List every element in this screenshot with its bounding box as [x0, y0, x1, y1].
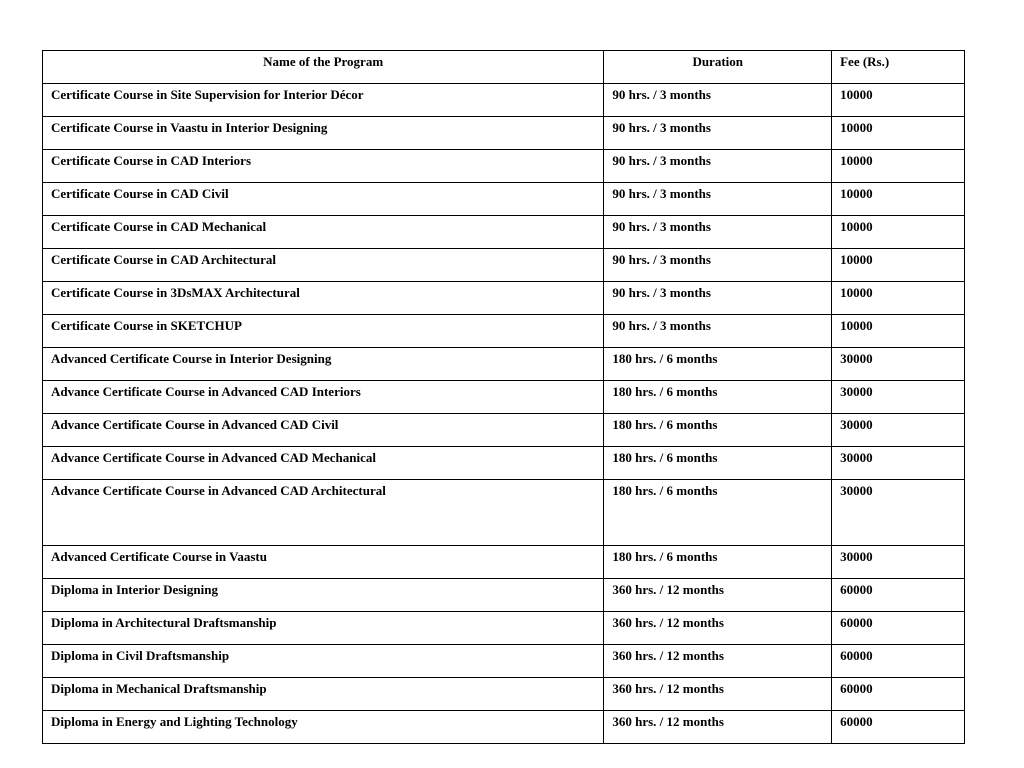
duration-cell: 90 hrs. / 3 months: [604, 84, 832, 117]
program-name-cell: Advance Certificate Course in Advanced CAD Mechanical: [43, 447, 604, 480]
program-name-cell: Certificate Course in CAD Civil: [43, 183, 604, 216]
fee-cell: 30000: [832, 480, 965, 546]
fee-cell: 10000: [832, 150, 965, 183]
program-name-cell: Advanced Certificate Course in Vaastu: [43, 546, 604, 579]
table-row: [43, 150, 965, 183]
duration-cell: 180 hrs. / 6 months: [604, 447, 832, 480]
duration-cell: 180 hrs. / 6 months: [604, 414, 832, 447]
program-name-cell: Certificate Course in Site Supervision for Interior Décor: [43, 84, 604, 117]
fee-cell: 60000: [832, 612, 965, 645]
fee-cell: 60000: [832, 678, 965, 711]
program-fee-table: [42, 50, 965, 744]
fee-cell: 60000: [832, 711, 965, 744]
table-row: [43, 183, 965, 216]
table-row: [43, 84, 965, 117]
fee-cell: 10000: [832, 282, 965, 315]
table-row: [43, 612, 965, 645]
table-row: [43, 381, 965, 414]
fee-cell: 30000: [832, 381, 965, 414]
table-row: [43, 678, 965, 711]
program-name-cell: Diploma in Civil Draftsmanship: [43, 645, 604, 678]
fee-cell: 10000: [832, 183, 965, 216]
program-name-cell: Diploma in Mechanical Draftsmanship: [43, 678, 604, 711]
table-header-row: [43, 51, 965, 84]
duration-cell: 360 hrs. / 12 months: [604, 711, 832, 744]
fee-cell: 10000: [832, 216, 965, 249]
fee-cell: 60000: [832, 645, 965, 678]
duration-cell: 180 hrs. / 6 months: [604, 546, 832, 579]
table-row: [43, 447, 965, 480]
duration-cell: 360 hrs. / 12 months: [604, 645, 832, 678]
fee-cell: 30000: [832, 348, 965, 381]
header-program-name: Name of the Program: [43, 51, 604, 84]
duration-cell: 90 hrs. / 3 months: [604, 117, 832, 150]
duration-cell: 180 hrs. / 6 months: [604, 480, 832, 546]
program-name-cell: Certificate Course in CAD Interiors: [43, 150, 604, 183]
table-row: [43, 216, 965, 249]
program-name-cell: Advance Certificate Course in Advanced CAD Civil: [43, 414, 604, 447]
fee-cell: 30000: [832, 546, 965, 579]
duration-cell: 360 hrs. / 12 months: [604, 612, 832, 645]
program-name-cell: Certificate Course in 3DsMAX Architectural: [43, 282, 604, 315]
program-name-cell: Certificate Course in CAD Mechanical: [43, 216, 604, 249]
fee-cell: 30000: [832, 447, 965, 480]
table-row: [43, 282, 965, 315]
program-name-cell: Advance Certificate Course in Advanced CAD Architectural: [43, 480, 604, 546]
duration-cell: 90 hrs. / 3 months: [604, 216, 832, 249]
duration-cell: 180 hrs. / 6 months: [604, 381, 832, 414]
fee-cell: 10000: [832, 84, 965, 117]
program-name-cell: Certificate Course in Vaastu in Interior Designing: [43, 117, 604, 150]
program-name-cell: Certificate Course in CAD Architectural: [43, 249, 604, 282]
program-name-cell: Certificate Course in SKETCHUP: [43, 315, 604, 348]
header-fee: Fee (Rs.): [832, 51, 965, 84]
duration-cell: 360 hrs. / 12 months: [604, 579, 832, 612]
header-duration: Duration: [604, 51, 832, 84]
fee-cell: 30000: [832, 414, 965, 447]
table-row: [43, 480, 965, 546]
fee-cell: 10000: [832, 315, 965, 348]
duration-cell: 90 hrs. / 3 months: [604, 150, 832, 183]
program-name-cell: Advanced Certificate Course in Interior Designing: [43, 348, 604, 381]
program-name-cell: Diploma in Energy and Lighting Technology: [43, 711, 604, 744]
table-row: [43, 414, 965, 447]
duration-cell: 360 hrs. / 12 months: [604, 678, 832, 711]
program-name-cell: Diploma in Architectural Draftsmanship: [43, 612, 604, 645]
table-row: [43, 348, 965, 381]
table-row: [43, 117, 965, 150]
fee-cell: 10000: [832, 249, 965, 282]
fee-cell: 60000: [832, 579, 965, 612]
table-row: [43, 546, 965, 579]
duration-cell: 90 hrs. / 3 months: [604, 315, 832, 348]
table-row: [43, 249, 965, 282]
duration-cell: 180 hrs. / 6 months: [604, 348, 832, 381]
program-name-cell: Advance Certificate Course in Advanced CAD Interiors: [43, 381, 604, 414]
table-row: [43, 645, 965, 678]
fee-cell: 10000: [832, 117, 965, 150]
table-row: [43, 315, 965, 348]
table-row: [43, 579, 965, 612]
duration-cell: 90 hrs. / 3 months: [604, 183, 832, 216]
duration-cell: 90 hrs. / 3 months: [604, 249, 832, 282]
table-row: [43, 711, 965, 744]
duration-cell: 90 hrs. / 3 months: [604, 282, 832, 315]
program-name-cell: Diploma in Interior Designing: [43, 579, 604, 612]
